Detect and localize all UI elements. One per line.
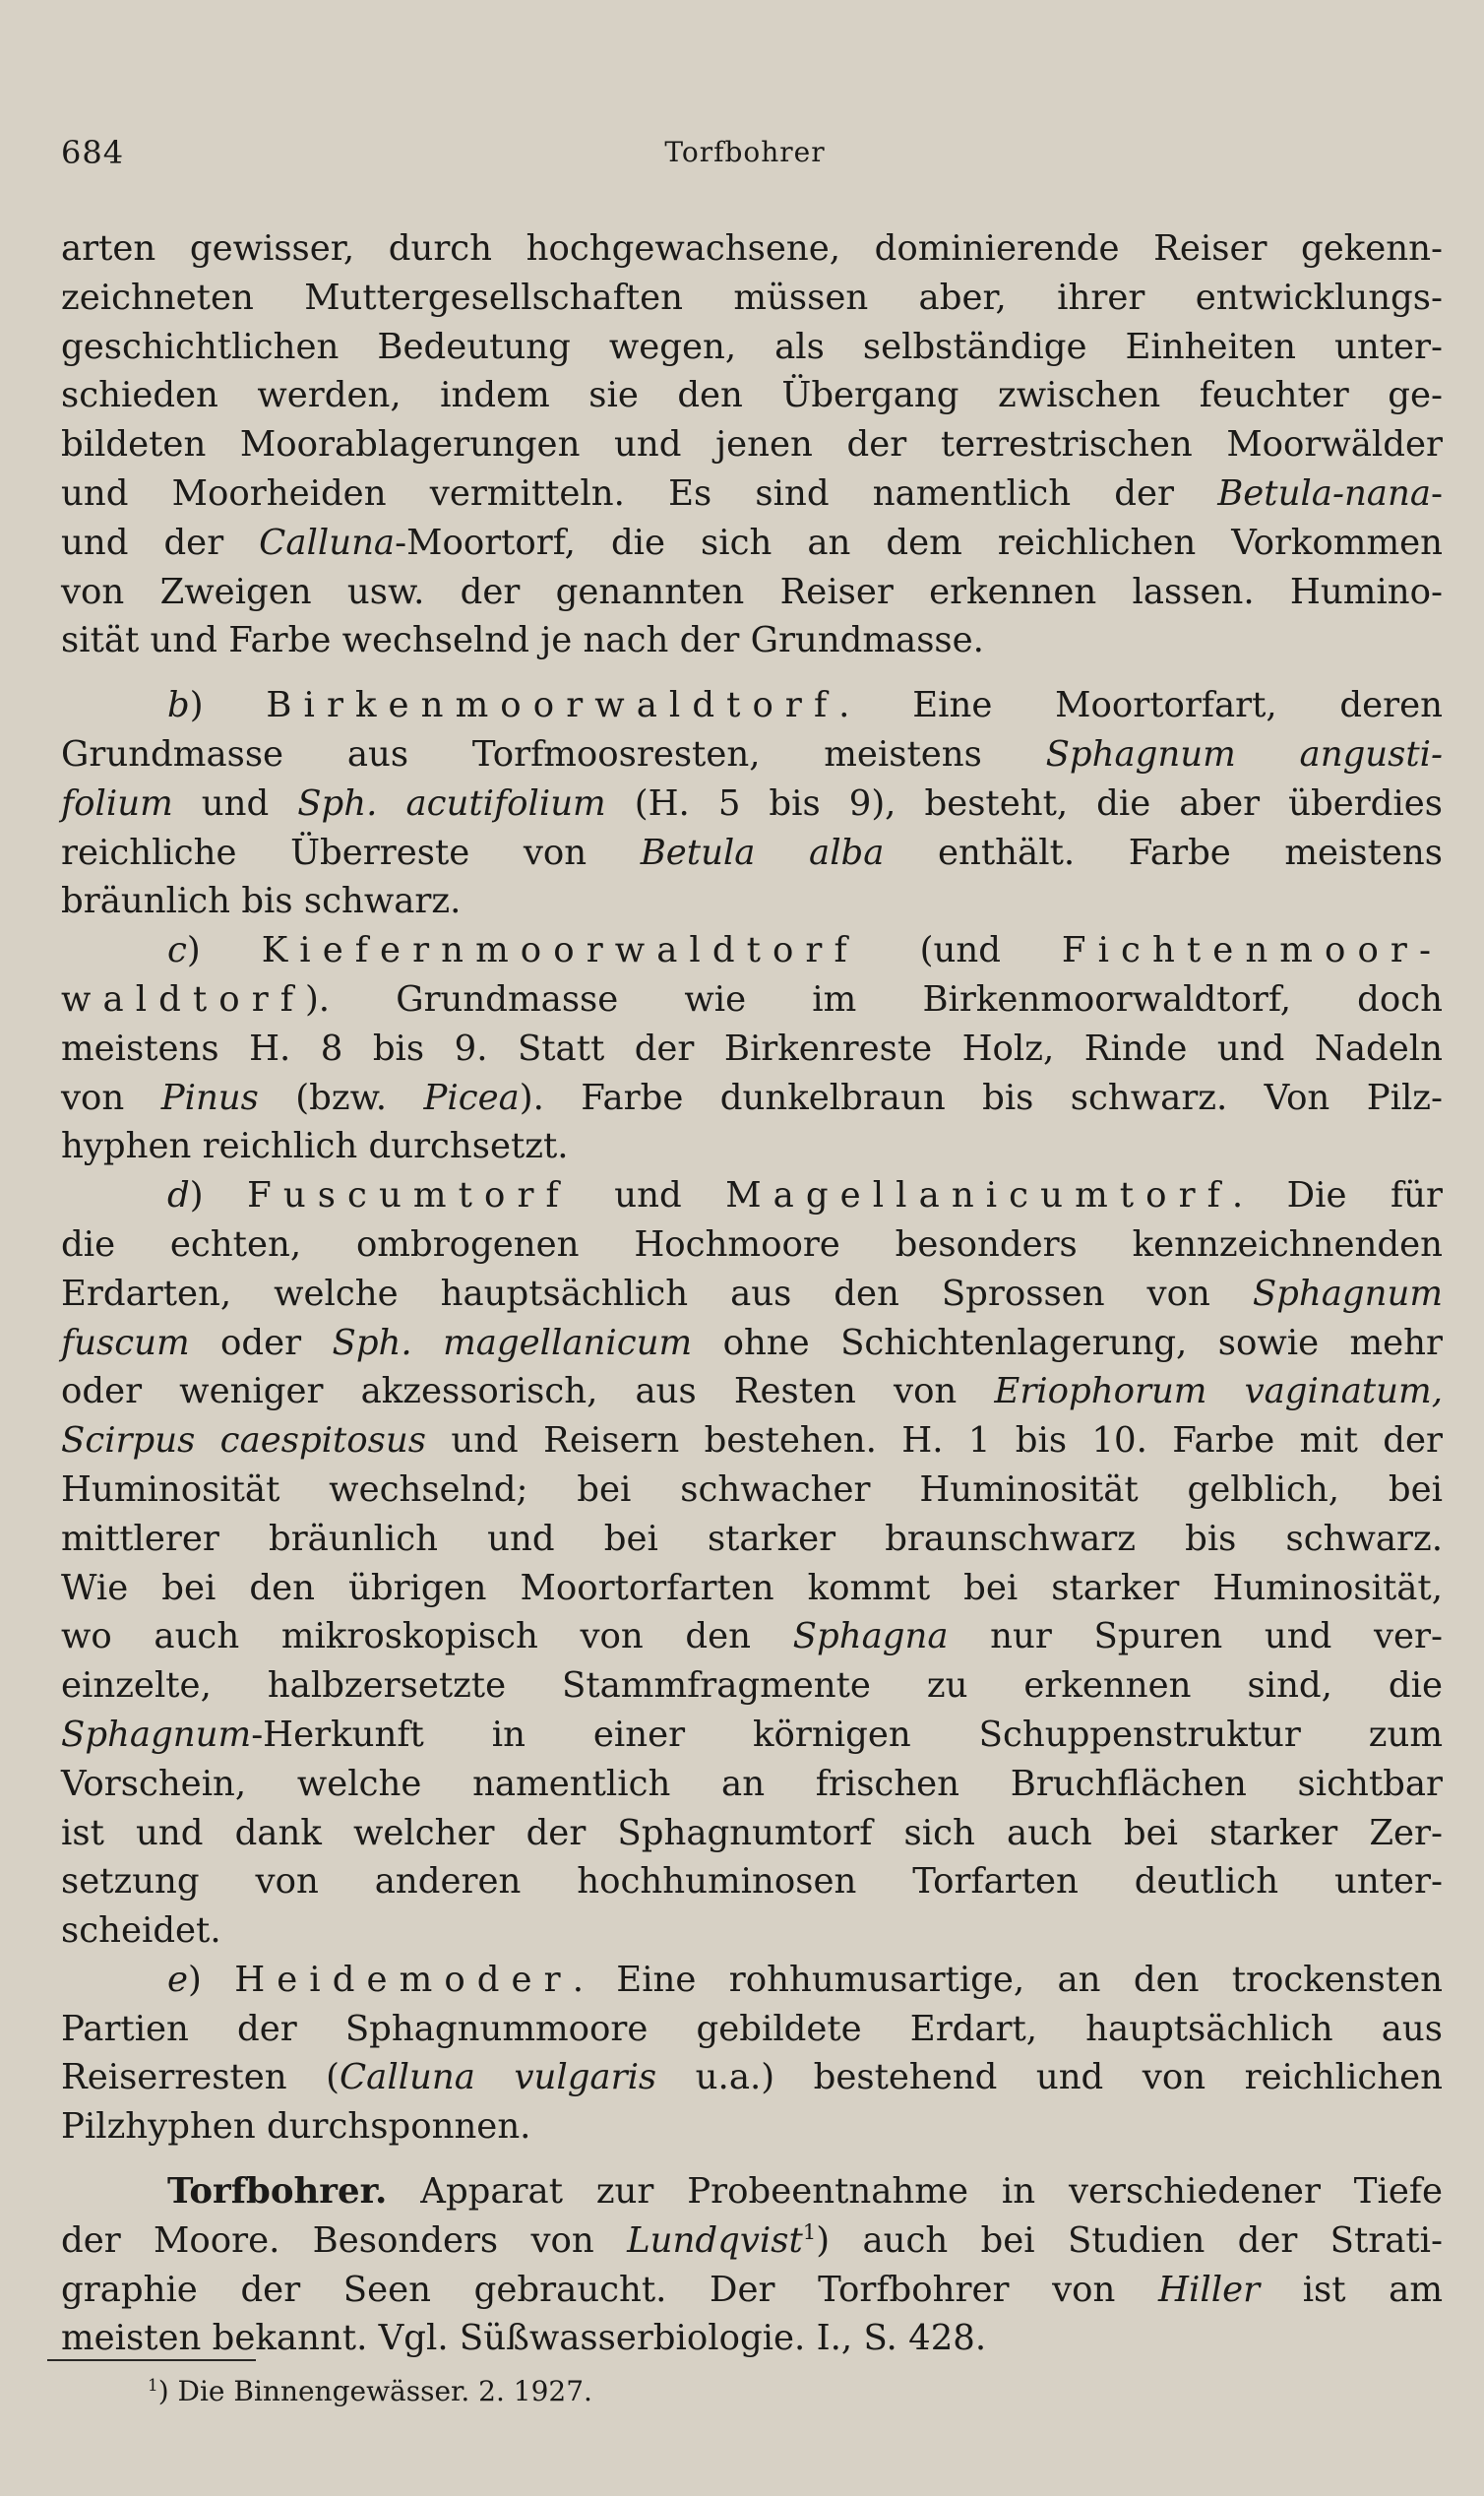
text-line xyxy=(61,926,1443,975)
italic-text: Betula-nana xyxy=(1217,472,1431,514)
text-run: ) xyxy=(189,685,267,726)
italic-text: Betula alba xyxy=(640,832,885,873)
text-run: zeichneten Muttergesellschaften müssen aber, ihrer entwicklungs- xyxy=(61,277,1443,318)
text-run: Vorschein, welche namentlich an frischen Bruchflächen sichtbar xyxy=(61,1763,1443,1804)
paragraph xyxy=(61,1956,1443,2152)
text-run: meistens H. 8 bis 9. Statt der Birkenreste Holz, Rinde und Nadeln xyxy=(61,1028,1443,1069)
text-line xyxy=(61,1319,1443,1368)
italic-text: Calluna vulgaris xyxy=(340,2057,657,2098)
spaced-term: Kiefernmoorwaldtorf xyxy=(261,930,859,971)
text-line xyxy=(61,616,1443,665)
text-run: ist am xyxy=(1260,2269,1444,2310)
text-run: (und xyxy=(858,930,1062,971)
body-text xyxy=(61,224,1443,2363)
text-line xyxy=(61,877,1443,926)
text-run: Wie bei den übrigen Moortorfarten kommt bei starker Huminosität, xyxy=(61,1567,1443,1608)
text-line xyxy=(61,1171,1443,1220)
italic-text: d xyxy=(167,1175,190,1217)
italic-text: Scirpus caespitosus xyxy=(61,1420,426,1462)
text-run: . Die für xyxy=(1231,1175,1443,1217)
text-run: sität und Farbe wechselnd je nach der Grundmasse. xyxy=(61,620,984,661)
text-line xyxy=(61,975,1443,1025)
italic-text: Eriophorum vaginatum, xyxy=(994,1371,1443,1412)
text-run: und xyxy=(570,1175,726,1217)
text-line xyxy=(61,371,1443,420)
italic-text: e xyxy=(167,1959,189,2000)
text-run: ) xyxy=(188,1959,235,2000)
text-line xyxy=(61,1515,1443,1564)
paragraph-gap xyxy=(61,665,1443,681)
text-line xyxy=(61,224,1443,274)
text-run: ist und dank welcher der Sphagnumtorf sich auch bei starker Zer- xyxy=(61,1812,1443,1853)
page-number: 684 xyxy=(61,134,125,171)
text-line xyxy=(61,1122,1443,1171)
running-head: Torfbohrer xyxy=(664,136,826,168)
page-header xyxy=(61,134,1429,173)
text-run: Apparat zur Probeentnahme in verschiedener Tiefe xyxy=(387,2171,1443,2213)
text-run: und der xyxy=(61,522,260,563)
text-run: ). Farbe dunkelbraun bis schwarz. Von Pilz- xyxy=(519,1077,1443,1118)
text-line xyxy=(61,1074,1443,1123)
spaced-term: waldtorf xyxy=(61,978,305,1020)
text-run: und Moorheiden vermitteln. Es sind namentlich der xyxy=(61,472,1218,514)
text-run: reichliche Überreste von xyxy=(61,832,641,873)
italic-text: Lundqvist xyxy=(627,2219,803,2261)
text-run: ) auch bei Studien der Strati- xyxy=(816,2219,1443,2261)
spaced-term: Birkenmoorwaldtorf xyxy=(266,685,839,726)
text-run: Pilzhyphen durchsponnen. xyxy=(61,2106,531,2148)
text-run: - xyxy=(1431,472,1443,514)
text-line xyxy=(61,1220,1443,1270)
text-line xyxy=(61,1466,1443,1515)
text-line xyxy=(61,1025,1443,1074)
text-run: geschichtlichen Bedeutung wegen, als selbständige Einheiten unter- xyxy=(61,326,1443,367)
text-run: und xyxy=(172,782,298,824)
paragraph xyxy=(61,1171,1443,1956)
italic-text: c xyxy=(167,930,187,971)
text-line xyxy=(61,2005,1443,2054)
text-line xyxy=(61,1809,1443,1858)
text-line xyxy=(61,274,1443,323)
text-run: Reiserresten ( xyxy=(61,2057,340,2098)
text-run: ohne Schichtenlagerung, sowie mehr xyxy=(692,1322,1443,1363)
text-line xyxy=(61,1416,1443,1466)
text-run: nur Spuren und ver- xyxy=(948,1616,1443,1657)
text-run: arten gewisser, durch hochgewachsene, dominierende Reiser gekenn- xyxy=(61,228,1443,269)
footnote-ref: 1 xyxy=(802,2220,817,2246)
footnote xyxy=(148,2372,592,2411)
text-line xyxy=(61,323,1443,372)
text-line xyxy=(61,1906,1443,1956)
text-line xyxy=(61,2053,1443,2102)
text-line xyxy=(61,1711,1443,1760)
italic-text: Sphagnum angusti- xyxy=(1045,733,1444,775)
italic-text: Hiller xyxy=(1158,2269,1261,2310)
text-run: ) xyxy=(186,930,262,971)
text-line xyxy=(61,2314,1443,2363)
text-run: -Herkunft in einer körnigen Schuppenstruktur zum xyxy=(251,1714,1443,1755)
text-run: die echten, ombrogenen Hochmoore besonders kennzeichnenden xyxy=(61,1223,1443,1265)
text-run: Partien der Sphagnummoore gebildete Erdart, hauptsächlich aus xyxy=(61,2008,1443,2049)
text-run: Huminosität wechselnd; bei schwacher Huminosität gelblich, bei xyxy=(61,1468,1443,1510)
italic-text: Sphagna xyxy=(792,1616,949,1657)
text-line xyxy=(61,469,1443,519)
text-run: Erdarten, welche hauptsächlich aus den Sprossen von xyxy=(61,1273,1253,1314)
text-run: oder xyxy=(189,1322,333,1363)
text-line xyxy=(61,681,1443,730)
italic-text: Calluna xyxy=(259,522,396,563)
text-run: -Moortorf, die sich an dem reichlichen Vorkommen xyxy=(395,522,1443,563)
italic-text: fuscum xyxy=(61,1322,190,1363)
text-line xyxy=(61,1367,1443,1416)
text-run: meisten bekannt. Vgl. Süßwasserbiologie. I., S. 428. xyxy=(61,2318,987,2359)
text-run: hyphen reichlich durchsetzt. xyxy=(61,1126,569,1167)
text-run: schieden werden, indem sie den Übergang zwischen feuchter ge- xyxy=(61,375,1443,416)
text-line xyxy=(61,1564,1443,1613)
paragraph-gap xyxy=(61,2152,1443,2167)
italic-text: Sphagnum xyxy=(1252,1273,1443,1314)
spaced-term: Fuscumtorf xyxy=(247,1175,571,1217)
italic-text: Pinus xyxy=(160,1077,259,1118)
footnote-text: ) Die Binnengewässer. 2. 1927. xyxy=(157,2375,592,2407)
italic-text: Sph. acutifolium xyxy=(297,782,606,824)
paragraph xyxy=(61,681,1443,926)
text-run: ). Grundmasse wie im Birkenmoorwaldtorf, doch xyxy=(304,978,1443,1020)
text-run: u.a.) bestehend und von reichlichen xyxy=(656,2057,1443,2098)
text-run: . Eine rohhumusartige, an den trockensten xyxy=(572,1959,1443,2000)
text-line xyxy=(61,420,1443,469)
text-run: wo auch mikroskopisch von den xyxy=(61,1616,793,1657)
text-run: von xyxy=(61,1077,161,1118)
text-line xyxy=(61,1661,1443,1711)
text-run: scheidet. xyxy=(61,1910,221,1952)
italic-text: Sph. magellanicum xyxy=(332,1322,693,1363)
text-line xyxy=(61,2266,1443,2315)
spaced-term: Heidemoder xyxy=(234,1959,573,2000)
italic-text: Sphagnum xyxy=(61,1714,252,1755)
text-line xyxy=(61,2102,1443,2152)
text-run: der Moore. Besonders von xyxy=(61,2219,628,2261)
paragraph xyxy=(61,926,1443,1171)
text-line xyxy=(61,780,1443,829)
text-run: . Eine Moortorfart, deren xyxy=(838,685,1443,726)
text-line xyxy=(61,1857,1443,1906)
italic-text: b xyxy=(167,685,190,726)
text-run: von Zweigen usw. der genannten Reiser erkennen lassen. Humino- xyxy=(61,571,1443,612)
text-line xyxy=(61,1760,1443,1809)
text-line xyxy=(61,1270,1443,1319)
text-run: Grundmasse aus Torfmoosresten, meistens xyxy=(61,733,1046,775)
text-run: einzelte, halbzersetzte Stammfragmente zu erkennen sind, die xyxy=(61,1665,1443,1707)
text-line xyxy=(61,730,1443,780)
text-run: graphie der Seen gebraucht. Der Torfbohrer von xyxy=(61,2269,1159,2310)
paragraph xyxy=(61,224,1443,665)
text-run: (bzw. xyxy=(258,1077,424,1118)
text-run: bräunlich bis schwarz. xyxy=(61,881,462,922)
text-run: (H. 5 bis 9), besteht, die aber überdies xyxy=(605,782,1443,824)
text-run: enthält. Farbe meistens xyxy=(884,832,1443,873)
text-line xyxy=(61,1956,1443,2005)
spaced-term: Magellanicumtorf xyxy=(725,1175,1232,1217)
paragraph xyxy=(61,2167,1443,2363)
text-run: bildeten Moorablagerungen und jenen der terrestrischen Moorwälder xyxy=(61,424,1443,466)
text-line xyxy=(61,829,1443,878)
text-run: mittlerer bräunlich und bei starker braunschwarz bis schwarz. xyxy=(61,1518,1443,1559)
text-run: ) xyxy=(189,1175,248,1217)
bold-term: Torfbohrer. xyxy=(167,2171,388,2213)
text-run: und Reisern bestehen. H. 1 bis 10. Farbe mit der xyxy=(425,1420,1443,1462)
text-run: setzung von anderen hochhuminosen Torfarten deutlich unter- xyxy=(61,1861,1443,1903)
italic-text: Picea xyxy=(423,1077,520,1118)
spaced-term: Fichtenmoor- xyxy=(1061,930,1444,971)
text-run: oder weniger akzessorisch, aus Resten von xyxy=(61,1371,995,1412)
text-line xyxy=(61,1612,1443,1661)
footnote-marker: 1 xyxy=(148,2374,158,2395)
footnote-rule xyxy=(47,2359,256,2361)
text-line xyxy=(61,519,1443,568)
text-line xyxy=(61,568,1443,617)
text-line xyxy=(61,2216,1443,2266)
italic-text: folium xyxy=(61,782,173,824)
text-line xyxy=(61,2167,1443,2216)
